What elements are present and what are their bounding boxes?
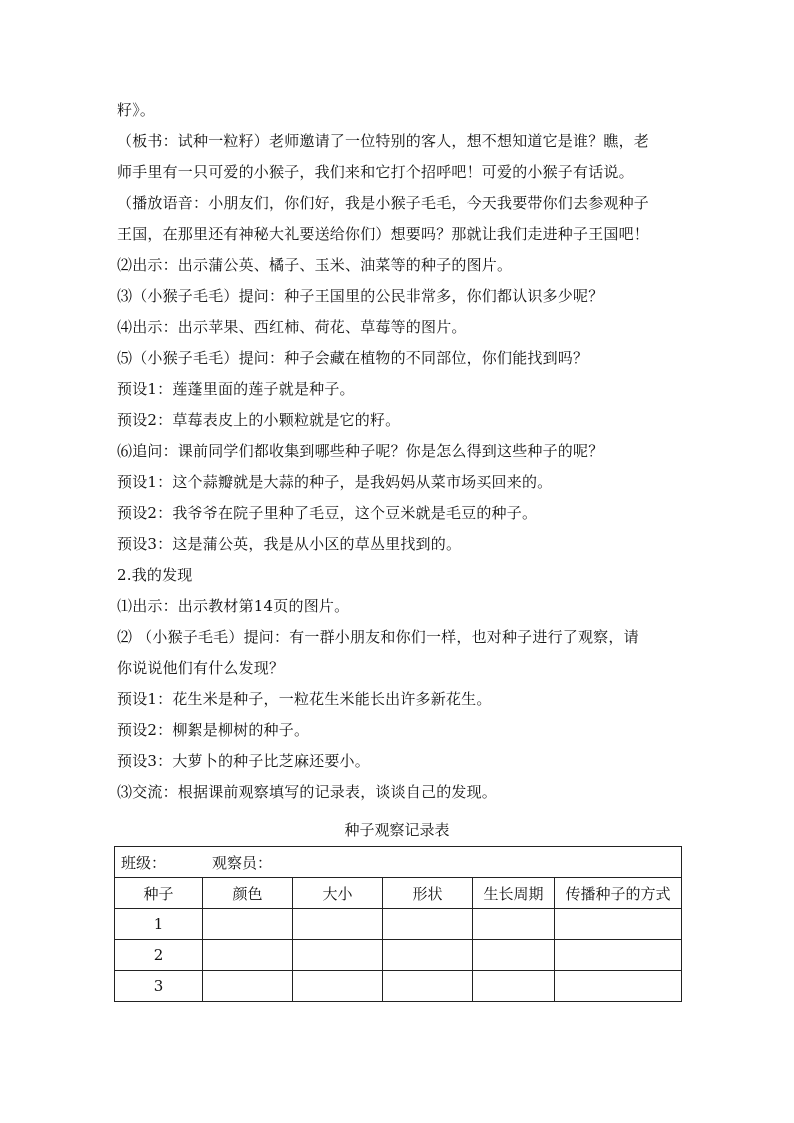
table-cell [383,971,473,1002]
table-row [115,940,682,971]
table-cell: 2 [115,940,203,971]
text-line: （播放语音：小朋友们，你们好，我是小猴子毛毛，今天我要带你们去参观种子 [117,194,650,212]
observer-label: 观察员： [212,853,273,872]
text-line: 预设1：莲蓬里面的莲子就是种子。 [117,380,355,398]
text-line: 籽》。 [117,101,156,119]
text-line: 预设2：我爷爷在院子里种了毛豆，这个豆米就是毛豆的种子。 [117,504,538,522]
table-cell [383,909,473,940]
table-cell [555,909,682,940]
text-line: 师手里有一只可爱的小猴子，我们来和它打个招呼吧！可爱的小猴子有话说。 [117,163,634,181]
column-header: 传播种子的方式 [555,878,682,909]
column-header: 种子 [115,878,203,909]
table-cell [383,940,473,971]
column-header: 生长周期 [473,878,555,909]
text-line: ⑵出示：出示蒲公英、橘子、玉米、油菜等的种子的图片。 [117,256,513,274]
class-observer-cell [115,847,682,878]
text-line: 预设1：花生米是种子，一粒花生米能长出许多新花生。 [117,690,492,708]
column-header: 颜色 [203,878,293,909]
section-heading: 2.我的发现 [117,566,193,584]
class-label: 班级： [121,853,167,872]
table-cell [555,940,682,971]
column-header: 形状 [383,878,473,909]
text-line: ⑴出示：出示教材第14页的图片。 [117,597,350,615]
table-cell [293,971,383,1002]
text-line: ⑵ （小猴子毛毛）提问：有一群小朋友和你们一样，也对种子进行了观察，请 [117,628,639,646]
table-header-row [115,878,682,909]
text-line: ⑸（小猴子毛毛）提问：种子会藏在植物的不同部位，你们能找到吗？ [117,349,589,367]
text-line: （板书：试种一粒籽）老师邀请了一位特别的客人，想不想知道它是谁？瞧，老 [117,132,650,150]
text-line: 预设2：柳絮是柳树的种子。 [117,721,310,739]
column-header: 大小 [293,878,383,909]
table-info-row [115,847,682,878]
text-line: 王国，在那里还有神秘大礼要送给你们）想要吗？那就让我们走进种子王国吧！ [117,225,650,243]
table-cell [203,909,293,940]
table-row [115,909,682,940]
text-line: 预设1：这个蒜瓣就是大蒜的种子，是我妈妈从菜市场买回来的。 [117,473,553,491]
table-cell: 1 [115,909,203,940]
table-cell [473,940,555,971]
table-cell [555,971,682,1002]
table-cell [293,940,383,971]
table-cell [203,940,293,971]
text-line: 预设2：草莓表皮上的小颗粒就是它的籽。 [117,411,401,429]
table-caption: 种子观察记录表 [344,821,450,839]
text-line: ⑹追问：课前同学们都收集到哪些种子呢？你是怎么得到这些种子的呢？ [117,442,604,460]
text-line: 你说说他们有什么发现？ [117,659,285,677]
seed-observation-table [114,846,682,1002]
table-cell [473,971,555,1002]
table-cell: 3 [115,971,203,1002]
table-row [115,971,682,1002]
table-cell [293,909,383,940]
text-line: ⑷出示：出示苹果、西红柿、荷花、草莓等的图片。 [117,318,467,336]
text-line: 预设3：大萝卜的种子比芝麻还要小。 [117,752,370,770]
text-line: ⑶（小猴子毛毛）提问：种子王国里的公民非常多，你们都认识多少呢？ [117,287,604,305]
text-line: ⑶交流：根据课前观察填写的记录表，谈谈自己的发现。 [117,783,498,801]
table-cell [203,971,293,1002]
text-line: 预设3：这是蒲公英，我是从小区的草丛里找到的。 [117,535,462,553]
table-cell [473,909,555,940]
